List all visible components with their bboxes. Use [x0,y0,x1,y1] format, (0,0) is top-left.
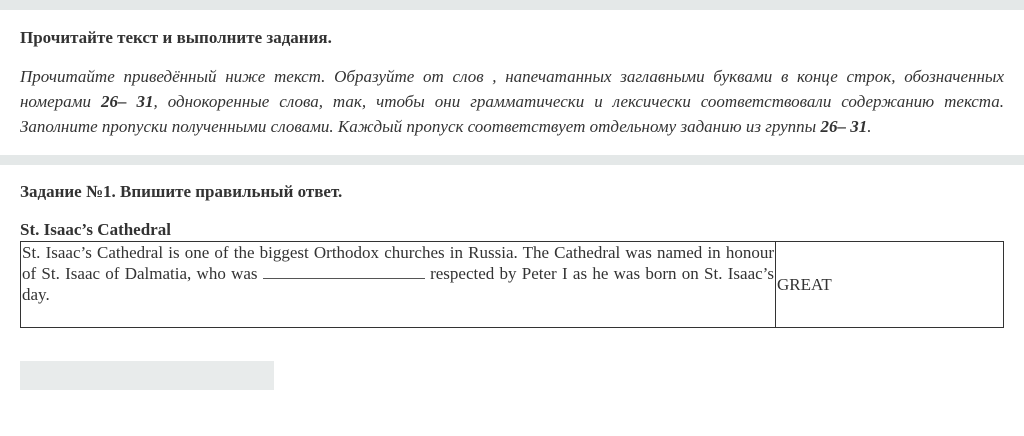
task-heading: Задание №1. Впишите правильный ответ. [20,182,343,201]
instruction-text-1: Прочитайте приведённый ниже текст. Образуйте от слов , напечатанных заглавными буквами в конце строк, обозначенных номерами [20,67,1004,111]
passage-cell [21,242,776,328]
answer-input[interactable] [20,361,274,390]
task-range-1: 26– 31 [101,92,154,111]
task-range-2: 26– 31 [820,117,868,136]
passage-text-after: respected by Peter I as he was born on St. Isaac’s day. [22,264,775,304]
top-divider-band [0,0,1024,10]
passage-text-before: St. Isaac’s Cathedral is one of the biggest Orthodox churches in Russia. The Cathedral was named in honour of St. Isaac of Dalmatia, who was [22,243,774,283]
table-row [21,242,1004,328]
keyword-cell: GREAT [776,242,1004,328]
task-table [20,241,1004,328]
section-divider-band [0,155,1024,165]
intro-instructions [20,64,1004,139]
intro-heading: Прочитайте текст и выполните задания. [20,28,332,47]
instruction-text-2: , однокоренные слова, так, чтобы они грамматически и лексически соответствовали содержанию текста. Заполните пропуски полученными словами. Каждый пропуск соответствует отдельному заданию из группы [20,92,1005,136]
text-title: St. Isaac’s Cathedral [20,220,171,239]
instruction-text-end: . [867,117,872,136]
blank-gap [263,264,425,279]
